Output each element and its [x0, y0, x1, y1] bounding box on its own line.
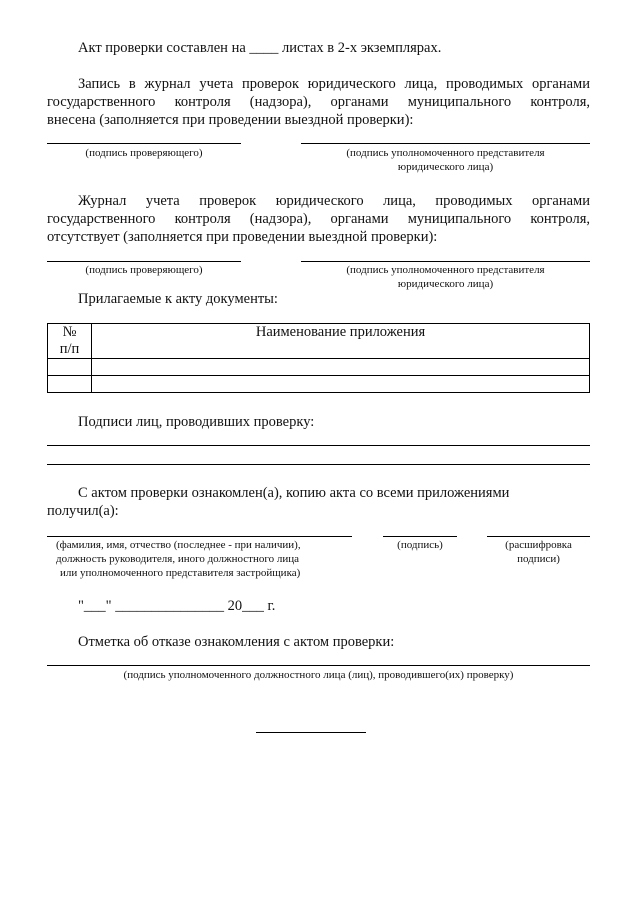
caption-name-line3: или уполномоченного представителя застройщика) [60, 567, 301, 579]
inspector-signature-line-1[interactable] [47, 143, 241, 144]
journal-absent-line3: отсутствует (заполняется при проведении выездной проверки): [47, 229, 438, 245]
caption-decoding-line2: подписи) [517, 553, 560, 565]
attached-documents-heading: Прилагаемые к акту документы: [78, 291, 278, 307]
journal-entry-line3: внесена (заполняется при проведении выездной проверки): [47, 112, 414, 128]
caption-decoding-line1: (расшифровка [505, 539, 572, 551]
date-month-blank[interactable]: _______________ [115, 598, 224, 614]
acknowledger-signature-line[interactable] [383, 536, 457, 537]
column-name-header: Наименование приложения [92, 324, 590, 359]
column-number-header [48, 324, 92, 359]
acknowledgement-line1: С актом проверки ознакомлен(а), копию акта со всеми приложениями [78, 485, 510, 501]
caption-signature: (подпись) [397, 539, 443, 551]
refusal-signature-line[interactable] [47, 665, 590, 666]
representative-signature-caption-1a: (подпись уполномоченного представителя [346, 147, 545, 159]
column-number-abbrev: п/п [59, 341, 80, 357]
inspectors-signature-line-1[interactable] [47, 445, 590, 446]
date-year-blank[interactable]: ___ [242, 598, 264, 614]
representative-signature-line-2[interactable] [301, 261, 590, 262]
table-cell-name[interactable] [92, 359, 590, 376]
refusal-caption: (подпись уполномоченного должностного лица (лиц), проводившего(их) проверку) [123, 669, 514, 681]
caption-name-line2: должность руководителя, иного должностного лица [56, 553, 299, 565]
inspector-signature-line-2[interactable] [47, 261, 241, 262]
table-row[interactable] [48, 376, 590, 393]
acknowledgement-line2: получил(а): [47, 503, 119, 519]
inspectors-signature-line-2[interactable] [47, 464, 590, 465]
column-number-symbol: № [62, 324, 77, 340]
representative-signature-caption-2b: юридического лица) [397, 278, 494, 290]
inspectors-signatures-heading: Подписи лиц, проводивших проверку: [78, 414, 315, 430]
journal-entry-line1: Запись в журнал учета проверок юридического лица, проводимых органами [78, 76, 590, 92]
representative-signature-line-1[interactable] [301, 143, 590, 144]
journal-entry-line2: государственного контроля (надзора), органами муниципального контроля, [47, 94, 590, 110]
acknowledger-decoding-line[interactable] [487, 536, 590, 537]
closing-separator-line [256, 732, 366, 733]
table-row[interactable] [48, 359, 590, 376]
representative-signature-caption-2a: (подпись уполномоченного представителя [346, 264, 545, 276]
date-year-prefix: 20 [227, 598, 243, 614]
act-sheets-blank: ____ [249, 40, 279, 56]
inspector-signature-caption-1: (подпись проверяющего) [85, 147, 203, 159]
date-line[interactable] [78, 597, 275, 616]
table-cell-number[interactable] [48, 359, 92, 376]
date-close-quote: " [105, 598, 112, 614]
journal-absent-line1: Журнал учета проверок юридического лица, проводимых органами [78, 193, 590, 209]
inspector-signature-caption-2: (подпись проверяющего) [85, 264, 203, 276]
date-open-quote: " [78, 598, 84, 614]
act-sheets-suffix: листах в 2-х экземплярах. [282, 40, 442, 56]
attachments-table [47, 323, 590, 393]
date-day-blank[interactable]: ___ [83, 598, 106, 614]
act-sheets-prefix: Акт проверки составлен на [78, 40, 246, 56]
representative-signature-caption-1b: юридического лица) [397, 161, 494, 173]
act-sheets-line [78, 39, 441, 58]
table-cell-number[interactable] [48, 376, 92, 393]
acknowledger-name-line[interactable] [47, 536, 352, 537]
attachments-header-row [48, 324, 590, 359]
refusal-heading: Отметка об отказе ознакомления с актом проверки: [78, 634, 395, 650]
caption-name-line1: (фамилия, имя, отчество (последнее - при наличии), [56, 539, 301, 551]
journal-absent-line2: государственного контроля (надзора), органами муниципального контроля, [47, 211, 590, 227]
date-year-suffix: г. [267, 598, 276, 614]
table-cell-name[interactable] [92, 376, 590, 393]
